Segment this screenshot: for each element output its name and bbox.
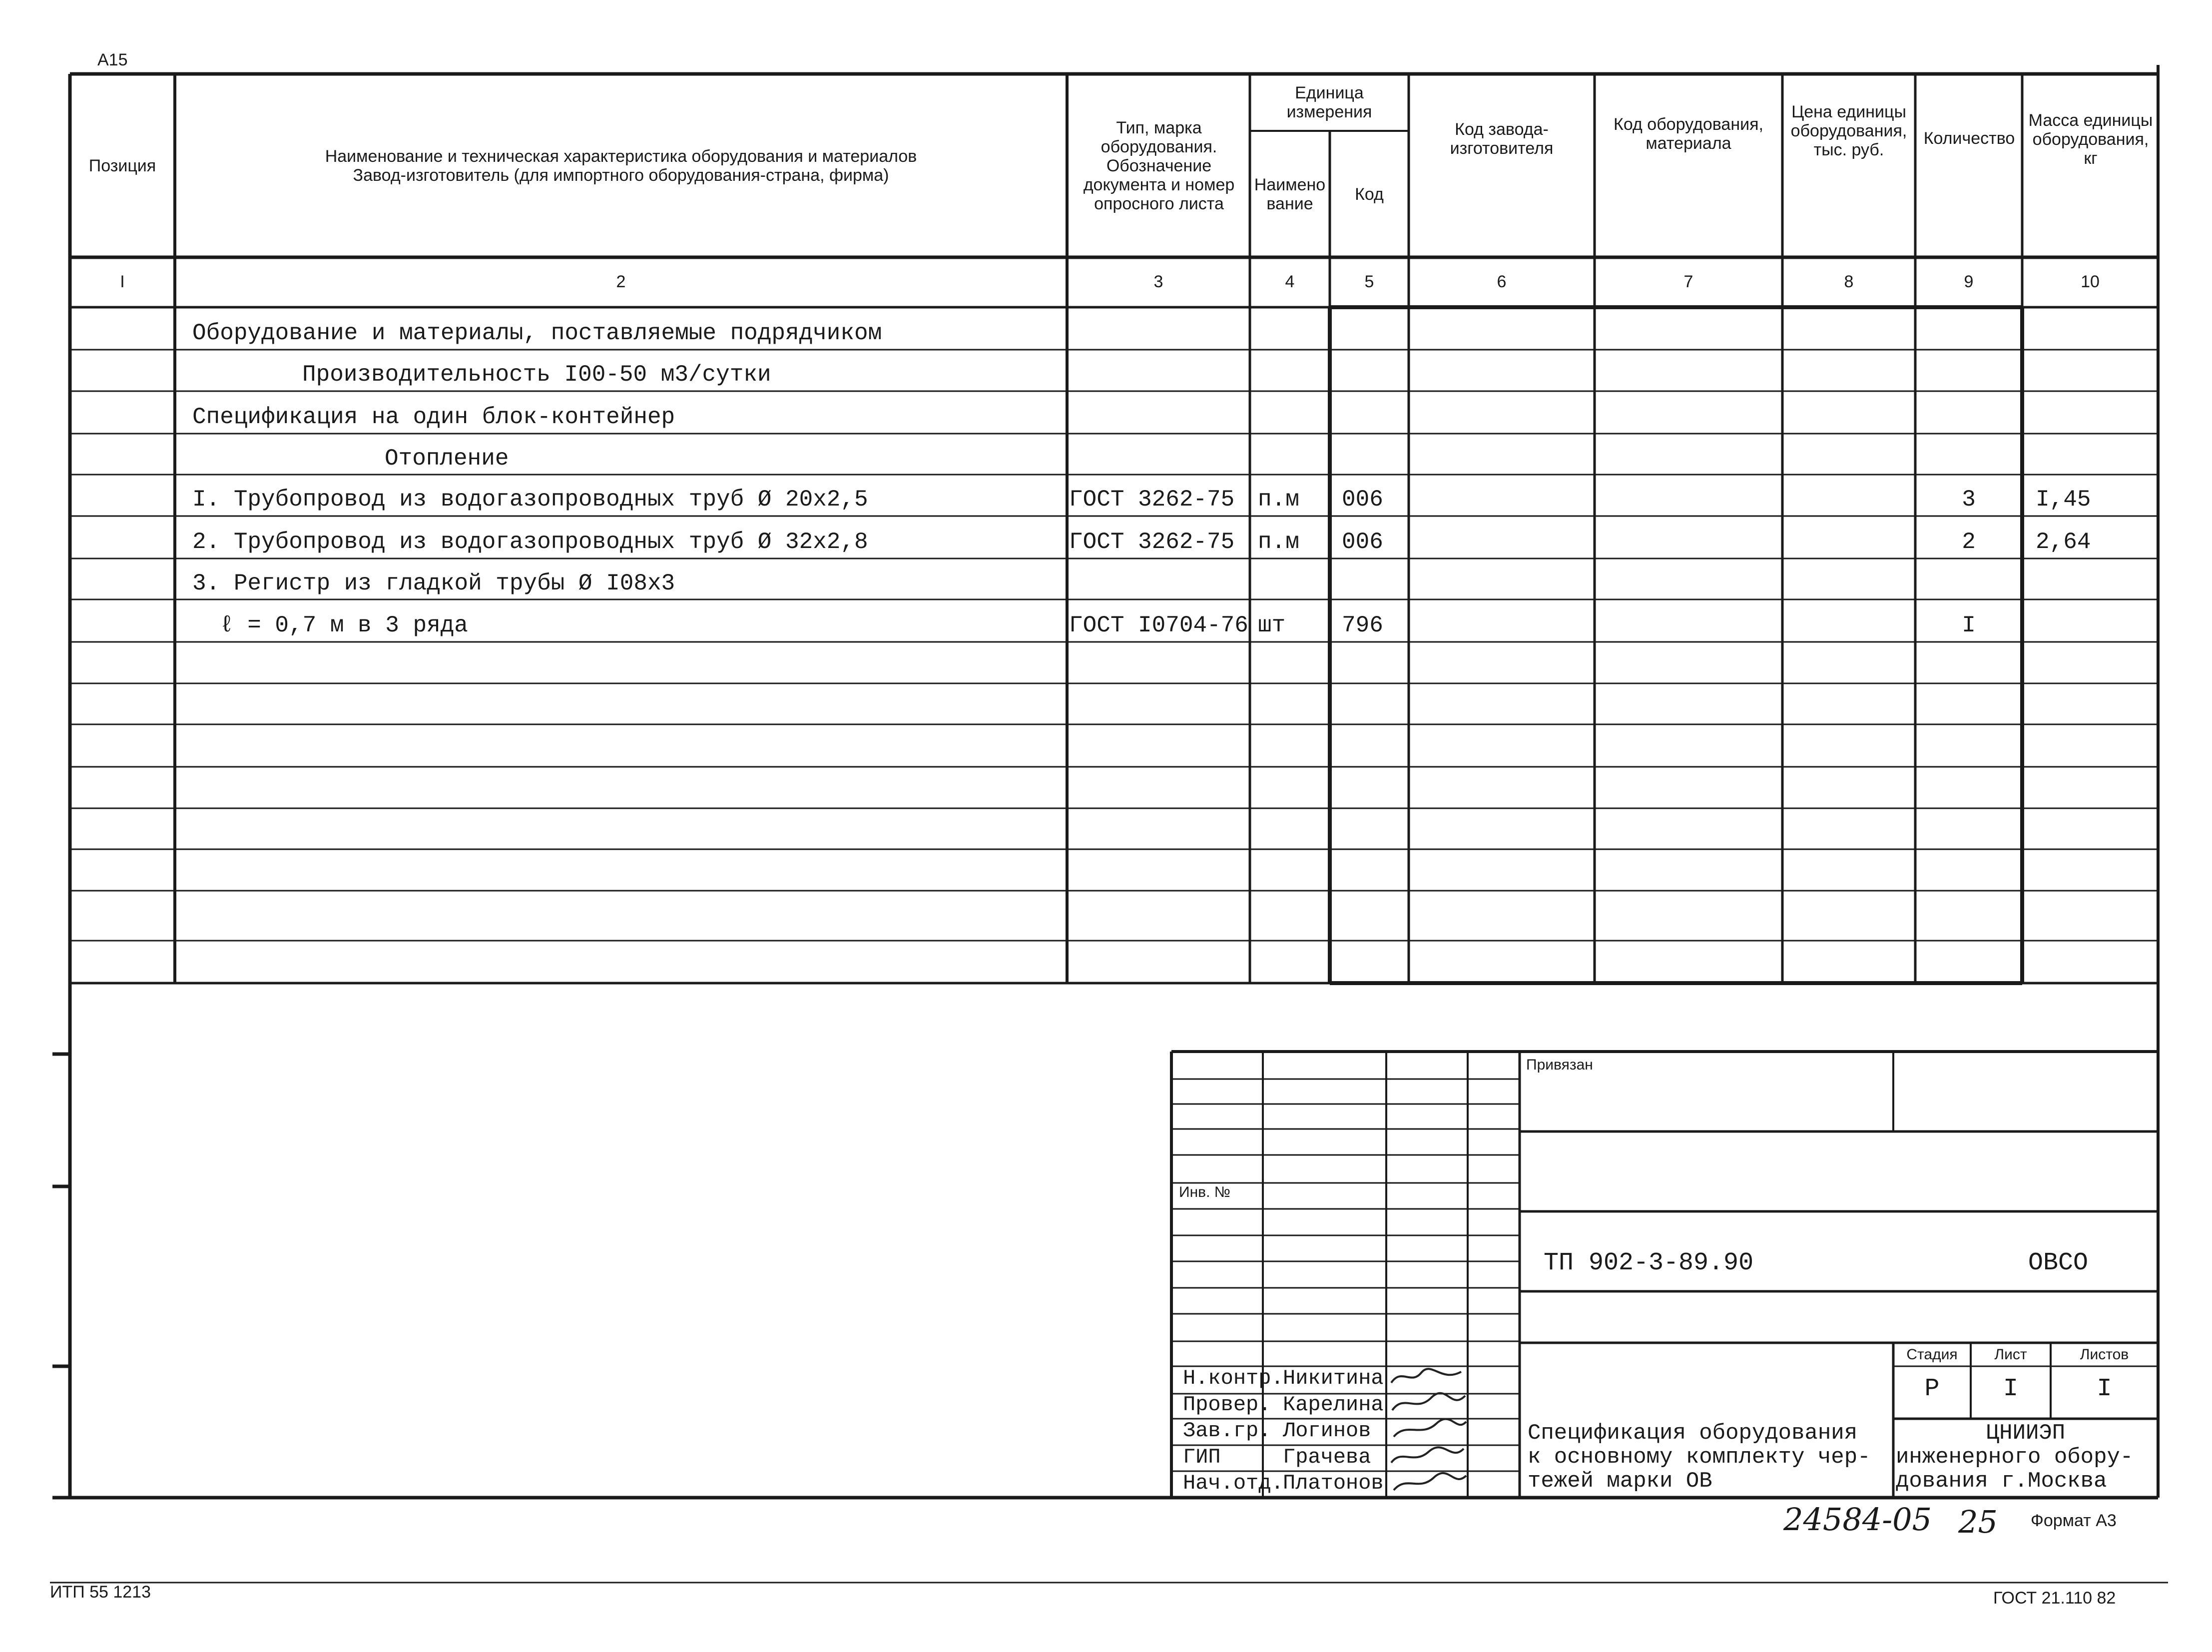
header-col-name-line1: Наименование и техническая характеристика оборудования и материалов	[325, 146, 917, 166]
row-unit: п.м	[1258, 487, 1299, 513]
col-number: 2	[616, 272, 626, 291]
col-number: 4	[1285, 272, 1295, 291]
signer-role: Нач.отд.	[1183, 1471, 1284, 1495]
row-name: 3. Регистр из гладкой трубы Ø I08х3	[192, 570, 675, 596]
col-number: 10	[2081, 272, 2100, 291]
sheet-label: Лист	[1994, 1346, 2027, 1363]
col-number: 9	[1964, 272, 1974, 291]
signature-marks	[1386, 1363, 1471, 1498]
doc-code: ТП 902-3-89.90	[1544, 1249, 1754, 1277]
header-col-position: Позиция	[88, 156, 156, 175]
organization-line: инженерного обору-	[1896, 1445, 2134, 1470]
header-col-type: Тип, марка оборудования. Обозначение документа и номер опросного листа	[1083, 118, 1235, 213]
col-number: 6	[1497, 272, 1507, 291]
doc-description-line: тежей марки ОВ	[1528, 1469, 1712, 1494]
header-col-name-line2: Завод-изготовитель (для импортного оборудования-страна, фирма)	[353, 165, 889, 185]
signer-role: ГИП	[1183, 1445, 1221, 1469]
signer-name: Логинов	[1283, 1419, 1371, 1443]
row-code: 006	[1342, 529, 1383, 555]
header-col-unit-name: Наименование	[1254, 175, 1326, 213]
stage-value: Р	[1924, 1375, 1940, 1403]
stage-label: Стадия	[1906, 1346, 1958, 1363]
row-code: 006	[1342, 487, 1383, 513]
col-number: I	[120, 272, 125, 291]
organization-line: дования г.Москва	[1896, 1469, 2107, 1494]
doc-mark: ОВСО	[2028, 1249, 2089, 1277]
header-col-plant-code: Код завода-изготовителя	[1450, 120, 1554, 158]
signer-role: Зав.гр.	[1183, 1419, 1271, 1443]
privyazan-label: Привязан	[1526, 1057, 1593, 1073]
header-col-mass: Масса единицы оборудования, кг	[2028, 111, 2153, 168]
row-mass: I,45	[2036, 487, 2091, 513]
row-name: Производительность I00-50 м3/сутки	[302, 362, 771, 388]
gost-standard: ГОСТ 21.110 82	[1993, 1589, 2116, 1608]
row-qty: 2	[1962, 529, 1976, 555]
organization	[1896, 1421, 2156, 1493]
col-number: 5	[1364, 272, 1374, 291]
row-name: Спецификация на один блок-контейнер	[192, 404, 675, 430]
row-unit: п.м	[1258, 529, 1299, 555]
row-qty: I	[1962, 612, 1976, 638]
header-col-quantity: Количество	[1923, 129, 2015, 148]
signer-name: Карелина	[1283, 1393, 1384, 1417]
signer-role: Н.контр.	[1183, 1366, 1284, 1390]
row-qty: 3	[1962, 487, 1976, 513]
row-name: Отопление	[385, 446, 509, 472]
col-number: 3	[1153, 272, 1163, 291]
signer-role: Провер.	[1183, 1393, 1271, 1417]
archive-number: 24584-05	[1783, 1501, 1932, 1538]
corner-mark: А15	[97, 50, 128, 69]
row-code: 796	[1342, 612, 1383, 638]
row-type: ГОСТ 3262-75	[1069, 529, 1235, 555]
doc-description	[1528, 1421, 1871, 1493]
row-name: I. Трубопровод из водогазопроводных труб Ø 20х2,5	[192, 487, 868, 513]
signer-name: Никитина	[1283, 1366, 1384, 1390]
organization-line: ЦНИИЭП	[1986, 1421, 2066, 1446]
header-col-unit-code: Код	[1355, 184, 1384, 204]
row-type: ГОСТ 3262-75	[1069, 487, 1235, 513]
row-name: ℓ = 0,7 м в 3 ряда	[220, 612, 468, 638]
signer-name: Платонов	[1283, 1471, 1384, 1495]
format-label: Формат А3	[2031, 1511, 2117, 1530]
header-col-price: Цена единицы оборудования, тыс. руб.	[1790, 102, 1907, 159]
col-number: 8	[1844, 272, 1854, 291]
sheet-value: I	[2003, 1375, 2018, 1403]
row-mass: 2,64	[2036, 529, 2091, 555]
row-name: Оборудование и материалы, поставляемые подрядчиком	[192, 320, 882, 346]
sheets-label: Листов	[2080, 1346, 2129, 1363]
header-unit-group: Единица измерения	[1286, 83, 1372, 121]
sheets-value: I	[2097, 1375, 2112, 1403]
doc-description-line: к основному комплекту чер-	[1528, 1445, 1871, 1470]
inv-no-label: Инв. №	[1179, 1184, 1230, 1200]
row-name: 2. Трубопровод из водогазопроводных труб Ø 32х2,8	[192, 529, 868, 555]
header-col-name	[175, 74, 1067, 257]
doc-description-line: Спецификация оборудования	[1528, 1421, 1858, 1446]
col-number: 7	[1683, 272, 1693, 291]
header-col-equipment-code: Код оборудования, материала	[1614, 115, 1763, 153]
row-type: ГОСТ I0704-76	[1069, 612, 1248, 638]
signer-name: Грачева	[1283, 1445, 1371, 1469]
page-number: 25	[1958, 1504, 1998, 1540]
row-unit: шт	[1258, 612, 1286, 638]
left-code: ИТП 55 1213	[50, 1583, 151, 1602]
